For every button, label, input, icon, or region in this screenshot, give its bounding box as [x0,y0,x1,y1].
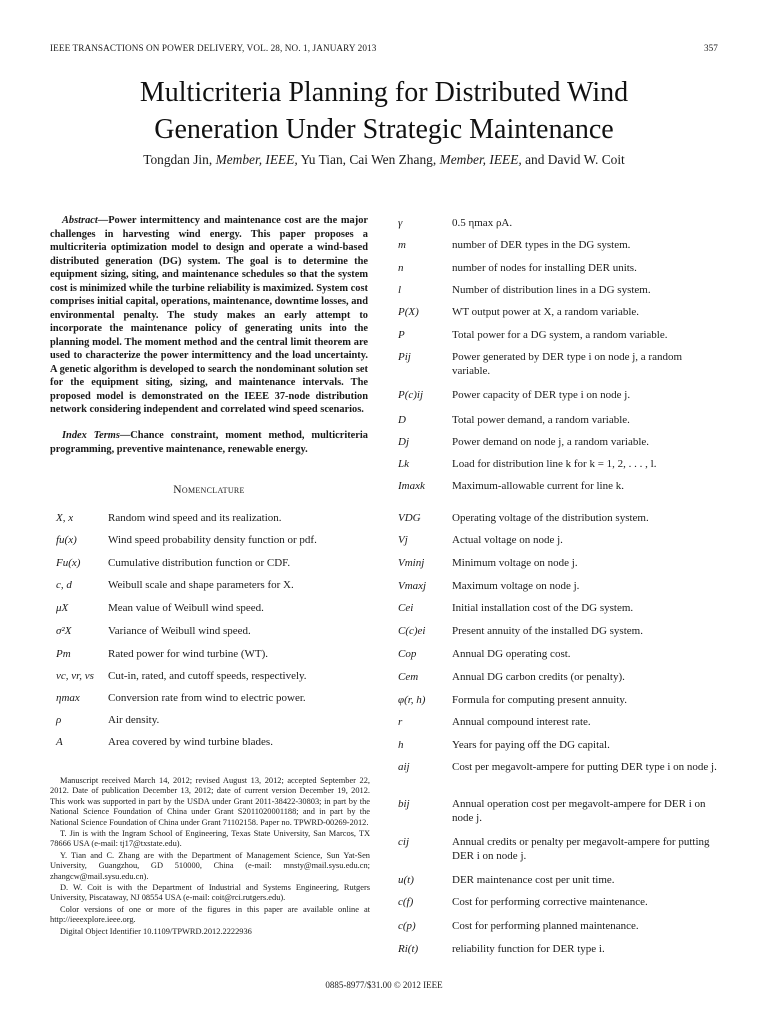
nomenclature-definition: Cost for performing corrective maintenance. [452,896,648,908]
nomenclature-symbol: n [398,262,404,274]
nomenclature-symbol: Pm [56,648,71,660]
nomenclature-definition: Cost per megavolt-ampere for putting DER type i on node j. [452,761,717,773]
abstract [50,214,368,417]
nomenclature-symbol: Fu(x) [56,557,81,569]
nomenclature-heading: Nomenclature [173,484,245,496]
nomenclature-definition: Annual DG carbon credits (or penalty). [452,671,625,683]
nomenclature-symbol: bij [398,798,410,810]
nomenclature-symbol: Vj [398,534,408,546]
index-terms-dash: — [119,430,131,441]
author-3: Cai Wen Zhang, [349,152,437,167]
footnote-coit: D. W. Coit is with the Department of Industrial and Systems Engineering, Rutgers University, Piscataway, NJ 08554 USA (e-mail: coit@rci.rutgers.edu). [50,883,370,903]
nomenclature-symbol: X, x [56,512,74,524]
abstract-dash: — [97,215,109,226]
nomenclature-definition: Wind speed probability density function or pdf. [108,534,317,546]
nomenclature-definition: Maximum-allowable current for line k. [452,480,624,492]
nomenclature-definition: Conversion rate from wind to electric power. [108,692,306,704]
nomenclature-symbol: φ(r, h) [398,694,426,706]
nomenclature-symbol: Imaxk [398,480,425,492]
nomenclature-symbol: c(f) [398,896,414,908]
index-terms [50,429,368,456]
nomenclature-symbol: P(X) [398,306,419,318]
nomenclature-symbol: Pij [398,351,411,363]
nomenclature-symbol: c, d [56,579,72,591]
nomenclature-symbol: Vminj [398,557,425,569]
nomenclature-symbol: u(t) [398,874,414,886]
nomenclature-definition: Cut-in, rated, and cutoff speeds, respectively. [108,670,307,682]
author-1-affiliation: Member, IEEE, [215,152,298,167]
nomenclature-definition: Total power demand, a random variable. [452,414,630,426]
nomenclature-definition: Power demand on node j, a random variable. [452,436,650,448]
nomenclature-definition: Formula for computing present annuity. [452,694,627,706]
nomenclature-definition: Rated power for wind turbine (WT). [108,648,269,660]
nomenclature-symbol: σ²X [56,625,72,637]
nomenclature-definition: number of DER types in the DG system. [452,239,631,251]
index-terms-text: Chance constraint, moment method, multicriteria programming, preventive maintenance, renewable energy. [50,430,368,455]
footnote-color: Color versions of one or more of the figures in this paper are available online at http://ieeexplore.ieee.org. [50,904,370,925]
nomenclature-symbol: l [398,284,402,296]
nomenclature-symbol: Vmaxj [398,580,427,592]
nomenclature-definition: Annual operation cost per megavolt-ampere for DER i on node j. [452,798,706,824]
nomenclature-symbol: r [398,716,403,728]
author-list [0,152,768,168]
nomenclature-symbol: A [56,736,63,748]
nomenclature-definition: Variance of Weibull wind speed. [108,625,251,637]
nomenclature-definition: number of nodes for installing DER units. [452,262,637,274]
nomenclature-definition: WT output power at X, a random variable. [452,306,640,318]
nomenclature-symbol: vc, vr, vs [56,670,94,682]
nomenclature-definition: Load for distribution line k for k = 1, 2, . . . , l. [452,458,657,470]
abstract-label: Abstract [62,215,98,226]
nomenclature-definition: Annual DG operating cost. [452,648,571,660]
footnote-doi: Digital Object Identifier 10.1109/TPWRD.2012.2222936 [60,926,252,936]
nomenclature-symbol: P(c)ij [398,389,424,401]
nomenclature-definition: Total power for a DG system, a random variable. [452,329,668,341]
nomenclature-definition: Power capacity of DER type i on node j. [452,389,631,401]
footnote-tian-zhang: Y. Tian and C. Zhang are with the Department of Management Science, Sun Yat-Sen University, Guangzhou, GD 510000, China (e-mail: mnsty@mail.sysu.edu.cn; zhangcw@mail.sysu.edu.cn). [50,850,370,881]
author-4: and David W. Coit [525,152,625,167]
index-terms-label: Index Terms [62,430,120,441]
nomenclature-definition: Air density. [108,714,160,726]
footnote-jin: T. Jin is with the Ingram School of Engineering, Texas State University, San Marcos, TX 78666 USA (e-mail: tj17@txstate.edu). [50,829,370,849]
nomenclature-definition: Cumulative distribution function or CDF. [108,557,291,569]
nomenclature-symbol: γ [398,217,403,229]
footnotes [50,776,370,938]
journal-header: IEEE TRANSACTIONS ON POWER DELIVERY, VOL. 28, NO. 1, JANUARY 2013 [50,43,377,53]
nomenclature-symbol: C(c)ei [398,625,426,637]
nomenclature-symbol: Cei [398,602,414,614]
abstract-text: Power intermittency and maintenance cost are the major challenges in harvesting wind energy. This paper proposes a multicriteria optimization model to design and operate a wind-based distributed generation (DG) system. The goal is to determine the equipment sizing, siting, and maintenance schedules so that the system cost is minimized while the turbine reliability is maximized. System cost comprises initial capital, operations, maintenance, downtime losses, and environmental penalty. The study makes an early attempt to incorporate the maintenance policy of generating units into the planning model. The moment method and the central limit theorem are used to characterize the power intermittency and the load uncertainty. A genetic algorithm is developed to search the nondominant solution set for the equipment siting, sizing, and maintenance intervals. The proposed model is demonstrated on the IEEE 37-node distribution network considering independent and correlated wind speed scenarios. [50,215,368,415]
nomenclature-definition: Present annuity of the installed DG system. [452,625,643,637]
nomenclature-symbol: fu(x) [56,534,77,546]
nomenclature-symbol: VDG [398,512,421,524]
copyright-line: 0885-8977/$31.00 © 2012 IEEE [325,980,443,990]
nomenclature-definition: Years for paying off the DG capital. [452,739,610,751]
footnote-manuscript: Manuscript received March 14, 2012; revised August 13, 2012; accepted September 22, 2012. Date of publication December 13, 2012; date of current version December 19, 2012. This work was supported in part by the USDA under Grant 2011-38422-30803; in part by the National Science Foundation of China under Grant S2011020001188; and in part by the National Science Foundation of China under Grant 71102158. Paper no. TPWRD-00269-2012. [50,776,370,827]
page-number: 357 [704,43,718,53]
nomenclature-definition: Power generated by DER type i on node j, a random variable. [452,351,683,377]
nomenclature-symbol: h [398,739,404,751]
nomenclature-symbol: P [398,329,405,341]
nomenclature-symbol: Lk [398,458,409,470]
nomenclature-symbol: Dj [398,436,409,448]
nomenclature-definition: Maximum voltage on node j. [452,580,580,592]
nomenclature-definition: Actual voltage on node j. [452,534,563,546]
nomenclature-symbol: m [398,239,406,251]
nomenclature-symbol: cij [398,836,409,848]
nomenclature-definition: Annual credits or penalty per megavolt-ampere for putting DER i on node j. [452,836,710,862]
nomenclature-symbol: μX [56,602,69,614]
nomenclature-definition: Annual compound interest rate. [452,716,591,728]
nomenclature-definition: Initial installation cost of the DG system. [452,602,634,614]
nomenclature-symbol: Cop [398,648,417,660]
nomenclature-definition: Operating voltage of the distribution system. [452,512,649,524]
paper-title [0,74,768,148]
nomenclature-symbol: D [398,414,406,426]
nomenclature-definition: 0.5 ηmax ρA. [452,217,513,229]
nomenclature-definition: Random wind speed and its realization. [108,512,282,524]
nomenclature-symbol: c(p) [398,920,416,932]
title-line-2: Generation Under Strategic Maintenance [154,114,614,145]
nomenclature-definition: Number of distribution lines in a DG system. [452,284,651,296]
author-2: Yu Tian, [300,152,347,167]
nomenclature-symbol: ρ [56,714,62,726]
nomenclature-symbol: aij [398,761,410,773]
nomenclature-definition: reliability function for DER type i. [452,943,605,955]
nomenclature-symbol: Ri(t) [398,943,419,955]
nomenclature-definition: Minimum voltage on node j. [452,557,578,569]
nomenclature-definition: Mean value of Weibull wind speed. [108,602,264,614]
title-line-1: Multicriteria Planning for Distributed Wind [139,77,629,108]
author-3-affiliation: Member, IEEE, [439,152,522,167]
author-1: Tongdan Jin, [143,152,213,167]
nomenclature-symbol: ηmax [56,692,80,704]
nomenclature-definition: Weibull scale and shape parameters for X. [108,579,294,591]
nomenclature-definition: Area covered by wind turbine blades. [108,736,273,748]
nomenclature-definition: DER maintenance cost per unit time. [452,874,615,886]
nomenclature-definition: Cost for performing planned maintenance. [452,920,639,932]
nomenclature-symbol: Cem [398,671,419,683]
